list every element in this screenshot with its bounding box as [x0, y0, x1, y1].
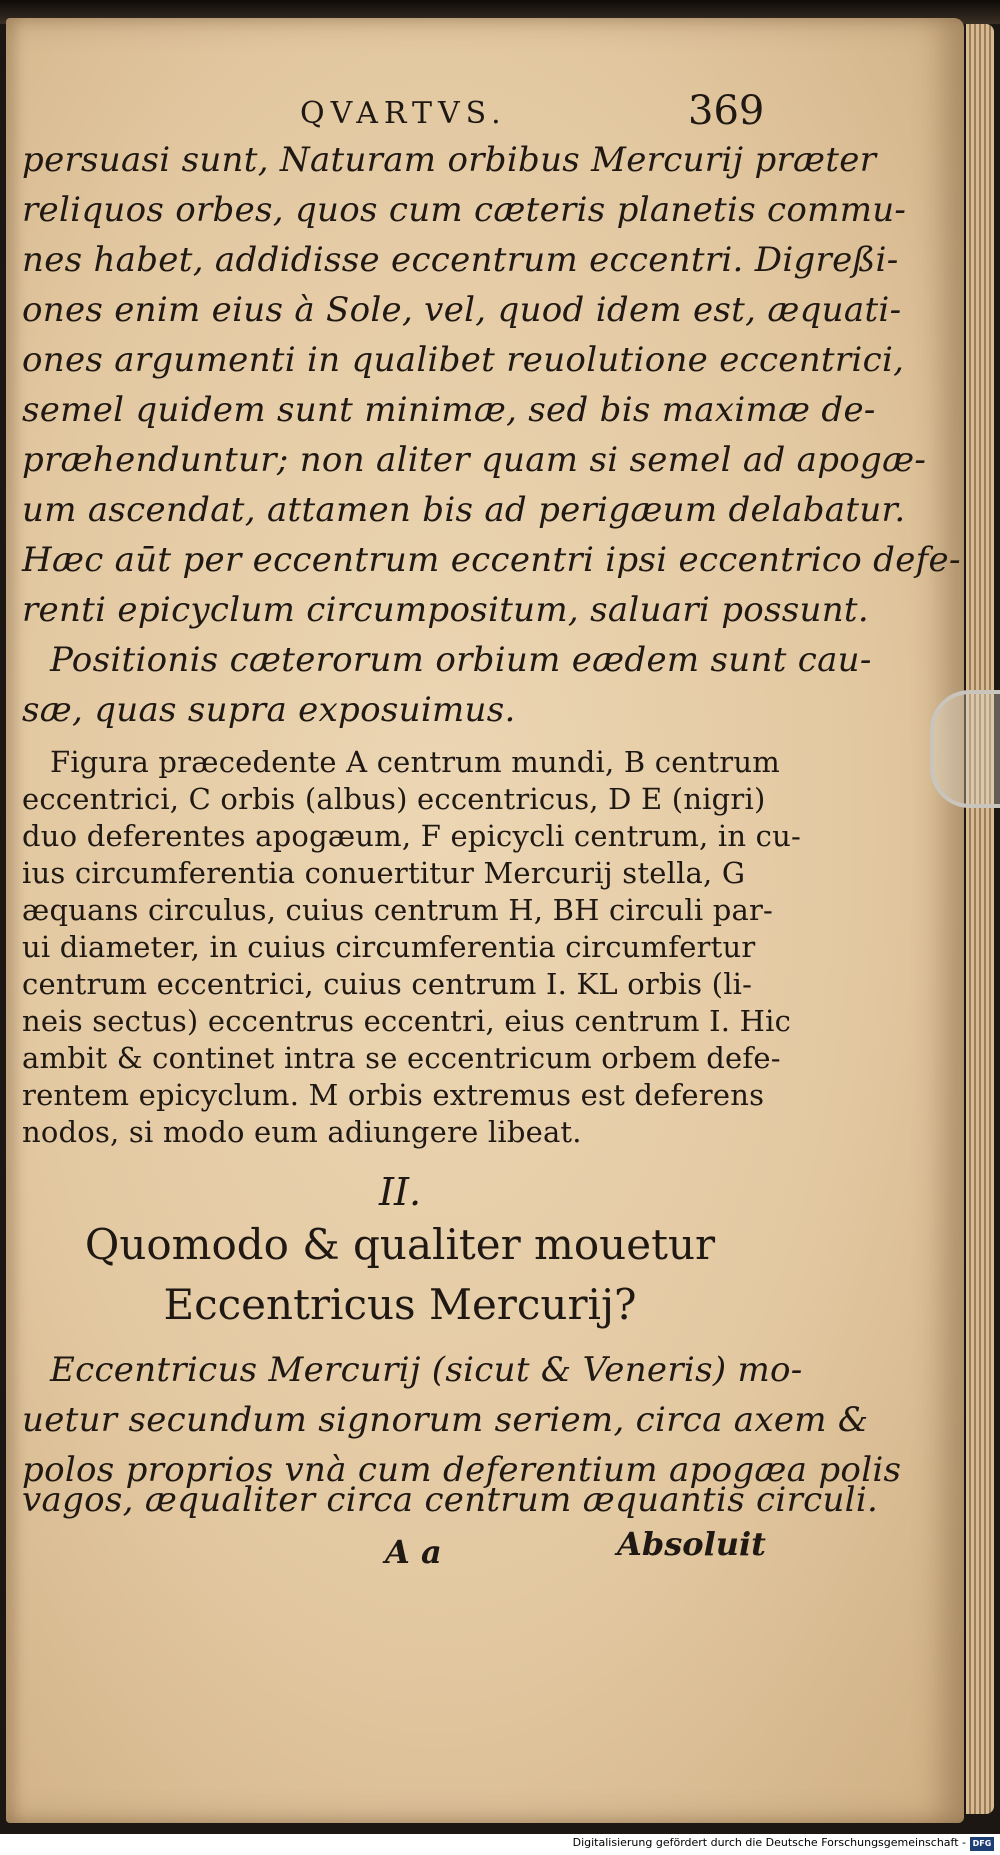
- text-line: sæ, quas supra exposuimus.: [22, 690, 516, 730]
- text-line: præhenduntur; non aliter quam si semel ad apogæ-: [22, 440, 927, 480]
- signature-mark: A a: [385, 1533, 442, 1571]
- text-line: ius circumferentia conuertitur Mercurij stella, G: [22, 856, 746, 890]
- text-line: duo deferentes apogæum, F epicycli centrum, in cu-: [22, 819, 801, 853]
- text-line: vagos, æqualiter circa centrum æquantis circuli.: [22, 1480, 879, 1520]
- text-line: rentem epicyclum. M orbis extremus est deferens: [22, 1078, 765, 1112]
- text-line: æquans circulus, cuius centrum H, BH circuli par-: [22, 893, 774, 927]
- text-line: ones argumenti in qualibet reuolutione eccentrici,: [22, 340, 905, 380]
- page-number: 369: [688, 88, 765, 134]
- section-heading-line: Quomodo & qualiter mouetur: [84, 1220, 716, 1269]
- text-line: Hæc aūt per eccentrum eccentri ipsi eccentrico defe-: [22, 540, 961, 580]
- text-line: polos proprios vnà cum deferentium apogæa polis: [22, 1450, 902, 1490]
- bookmark-ribbon: [930, 690, 1000, 808]
- text-line: ones enim eius à Sole, vel, quod idem est, æquati-: [22, 290, 902, 330]
- text-line: reliquos orbes, quos cum cæteris planetis commu-: [22, 190, 907, 230]
- text-line: nes habet, addidisse eccentrum eccentri. Digreßi-: [22, 240, 899, 280]
- text-line: Figura præcedente A centrum mundi, B centrum: [50, 745, 780, 779]
- text-line: um ascendat, attamen bis ad perigæum delabatur.: [22, 490, 906, 530]
- text-line: Positionis cæterorum orbium eædem sunt cau-: [50, 640, 872, 680]
- text-line: eccentrici, C orbis (albus) eccentricus, D E (nigri): [22, 782, 766, 816]
- dfg-logo: DFG: [970, 1837, 994, 1851]
- text-line: neis sectus) eccentrus eccentri, eius centrum I. Hic: [22, 1004, 792, 1038]
- text-line: ui diameter, in cuius circumferentia circumfertur: [22, 930, 756, 964]
- text-line: centrum eccentrici, cuius centrum I. KL orbis (li-: [22, 967, 753, 1001]
- text-line: semel quidem sunt minimæ, sed bis maximæ de-: [22, 390, 876, 430]
- digitization-credit: Digitalisierung gefördert durch die Deutsche Forschungsgemeinschaft -: [572, 1836, 966, 1849]
- running-head: QVARTVS.: [300, 96, 507, 131]
- text-line: renti epicyclum circumpositum, saluari possunt.: [22, 590, 869, 630]
- section-heading-line: Eccentricus Mercurij?: [163, 1280, 637, 1329]
- text-line: nodos, si modo eum adiungere libeat.: [22, 1115, 582, 1149]
- section-number: II.: [378, 1170, 422, 1214]
- page-edges: [966, 24, 994, 1814]
- text-line: persuasi sunt, Naturam orbibus Mercurij præter: [22, 140, 877, 180]
- text-line: ambit & continet intra se eccentricum orbem defe-: [22, 1041, 781, 1075]
- text-line: Eccentricus Mercurij (sicut & Veneris) mo-: [50, 1350, 803, 1390]
- text-line: uetur secundum signorum seriem, circa axem &: [22, 1400, 869, 1440]
- catchword: Absoluit: [617, 1525, 766, 1563]
